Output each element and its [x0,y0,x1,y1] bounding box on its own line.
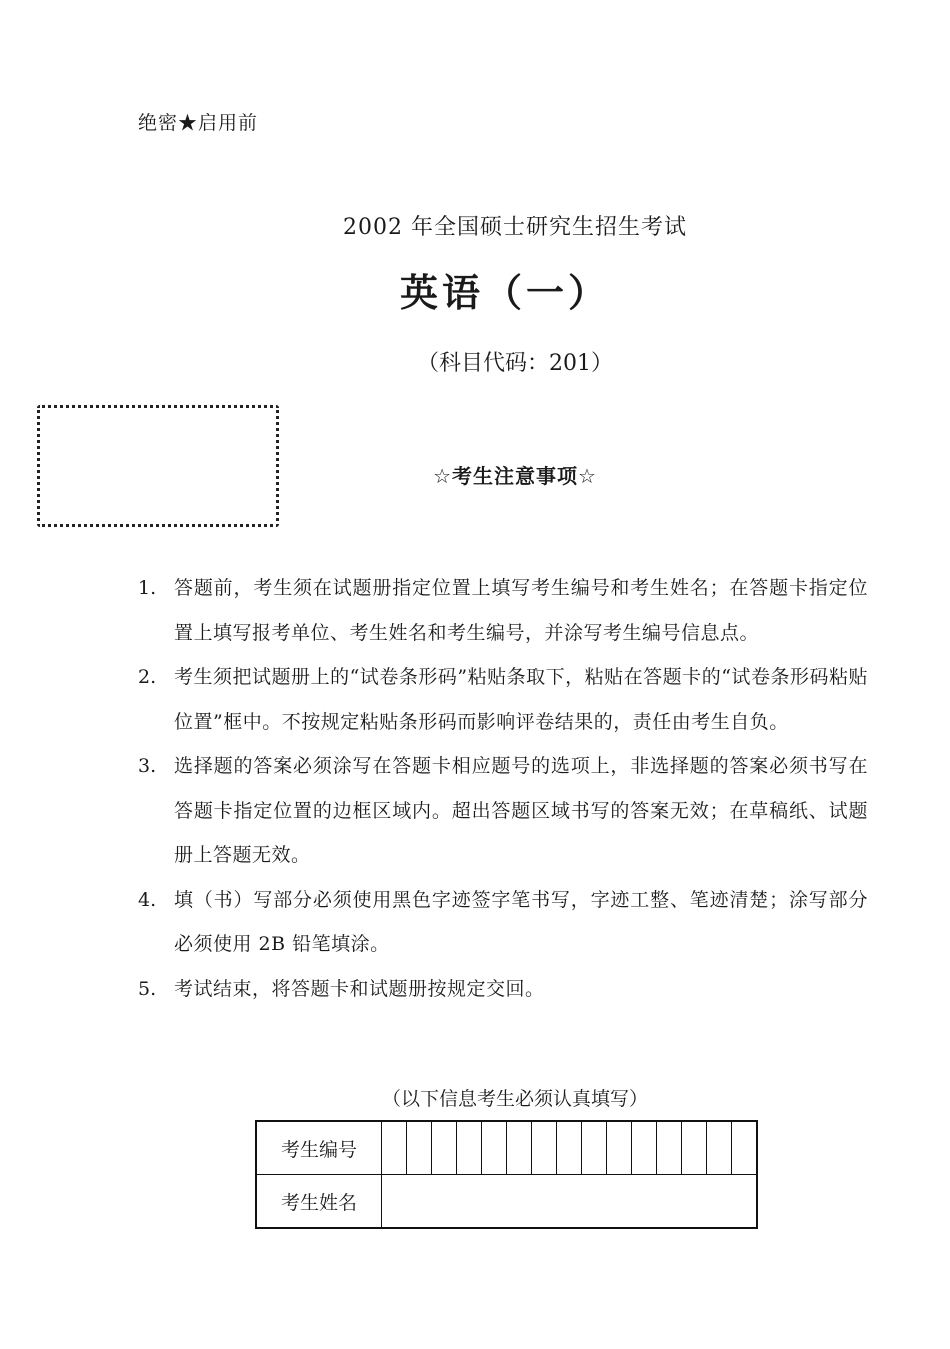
candidate-id-digit-box[interactable] [482,1121,507,1175]
instruction-text: 答题前，考生须在试题册指定位置上填写考生编号和考生姓名；在答题卡指定位置上填写报考单位、考生姓名和考生编号，并涂写考生编号信息点。 [174,577,868,644]
candidate-id-digit-box[interactable] [382,1121,407,1175]
instruction-item [138,878,868,967]
instruction-number: 5. [138,977,157,1000]
candidate-name-label: 考生姓名 [256,1175,382,1229]
instruction-text: 填（书）写部分必须使用黑色字迹签字笔书写，字迹工整、笔迹清楚；涂写部分必须使用 2B 铅笔填涂。 [174,888,868,955]
instruction-number: 2. [138,666,157,688]
candidate-id-digit-box[interactable] [507,1121,532,1175]
candidate-id-digit-box[interactable] [682,1121,707,1175]
notice-heading: ☆考生注意事项☆ [433,464,597,488]
instruction-item [138,744,868,878]
candidate-id-label: 考生编号 [256,1121,382,1175]
candidate-name-field[interactable] [382,1175,758,1229]
instruction-text: 考试结束，将答题卡和试题册按规定交回。 [174,977,545,1000]
candidate-id-digit-box[interactable] [432,1121,457,1175]
subject-code: （科目代码：201） [417,351,613,376]
instruction-item [138,655,868,744]
candidate-id-digit-box[interactable] [632,1121,657,1175]
candidate-id-digit-box[interactable] [557,1121,582,1175]
instruction-item [138,566,868,655]
secret-label: 绝密★启用前 [138,112,259,134]
candidate-id-digit-box[interactable] [607,1121,632,1175]
candidate-info-table [255,1120,758,1229]
subject-title: 英语（一） [399,271,610,315]
candidate-id-digit-box[interactable] [657,1121,682,1175]
info-form-caption: （以下信息考生必须认真填写） [381,1088,648,1110]
instruction-text: 选择题的答案必须涂写在答题卡相应题号的选项上，非选择题的答案必须书写在答题卡指定位置的边框区域内。超出答题区域书写的答案无效；在草稿纸、试题册上答题无效。 [174,755,868,866]
exam-title: 2002 年全国硕士研究生招生考试 [343,215,687,240]
candidate-id-digit-box[interactable] [457,1121,482,1175]
instruction-number: 3. [138,755,157,777]
instruction-number: 4. [138,888,157,911]
candidate-id-digit-box[interactable] [582,1121,607,1175]
instruction-number: 1. [138,577,157,599]
candidate-id-digit-box[interactable] [407,1121,432,1175]
instruction-text: 考生须把试题册上的“试卷条形码”粘贴条取下，粘贴在答题卡的“试卷条形码粘贴位置”框中。不按规定粘贴条形码而影响评卷结果的，责任由考生自负。 [174,666,868,733]
instruction-item [138,967,868,1012]
candidate-name-row [256,1175,757,1229]
candidate-id-digit-box[interactable] [732,1121,758,1175]
candidate-id-digit-box[interactable] [707,1121,732,1175]
candidate-id-digit-box[interactable] [532,1121,557,1175]
candidate-id-row [256,1121,757,1175]
instruction-list [138,566,868,1011]
